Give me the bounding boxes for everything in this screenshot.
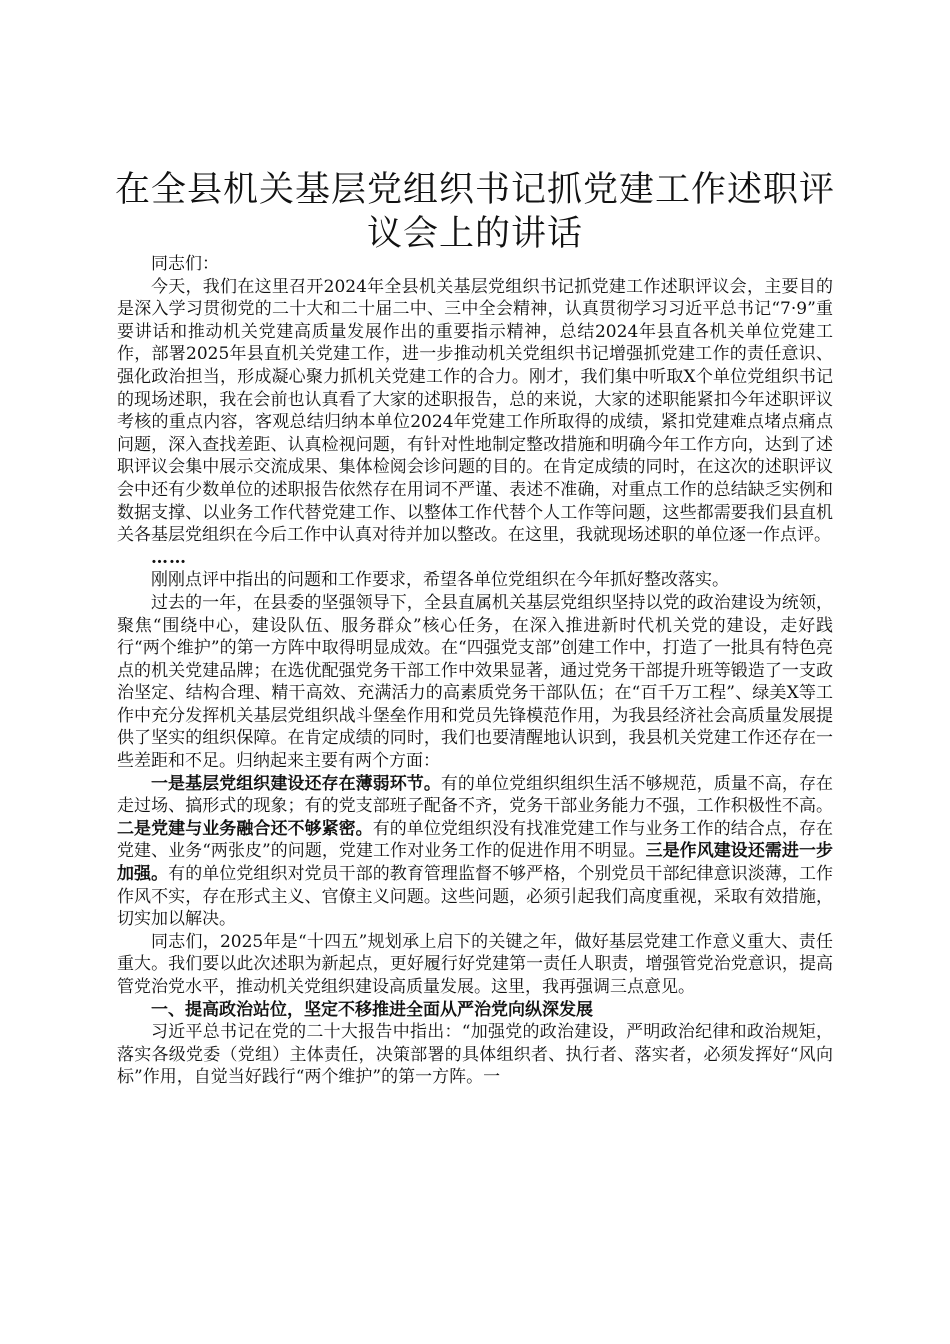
- paragraph-problems: [117, 773, 833, 931]
- problem-1-heading: 一是基层党组织建设还存在薄弱环节。: [151, 773, 441, 794]
- paragraph-2025: 同志们，2025年是“十四五”规划承上启下的关键之年，做好基层党建工作意义重大、责任重大。我们要以此次述职为新起点，更好履行好党建第一责任人职责，增强管党治党意识，提高管党治党水平，推动机关党组织建设高质量发展。这里，我再强调三点意见。: [117, 931, 833, 997]
- problem-3-heading: 三是作风建设还需进一步加强。: [117, 841, 833, 885]
- salutation: 同志们：: [151, 254, 219, 274]
- problem-2-text: 有的单位党组织没有找准党建工作与业务工作的结合点，存在党建、业务“两张皮”的问题，党建工作对业务工作的促进作用不明显。: [117, 818, 834, 862]
- paragraph-past-year: 过去的一年，在县委的坚强领导下，全县直属机关基层党组织坚持以党的政治建设为统领，聚焦“围绕中心，建设队伍、服务群众”核心任务，在深入推进新时代机关党的建设，走好践行“两个维护”的第一方阵中取得明显成效。在“四强党支部”创建工作中，打造了一批具有特色亮点的机关党建品牌；在选优配强党务干部工作中效果显著，通过党务干部提升班等锻造了一支政治坚定、结构合理、精干高效、充满活力的高素质党务干部队伍；在“百千万工程”、绿美X等工作中充分发挥机关基层党组织战斗堡垒作用和党员先锋模范作用，为我县经济社会高质量发展提供了坚实的组织保障。在肯定成绩的同时，我们也要清醒地认识到，我县机关党建工作还存在一些差距和不足。归纳起来主要有两个方面：: [117, 592, 833, 772]
- paragraph-section-1: 习近平总书记在党的二十大报告中指出：“加强党的政治建设，严明政治纪律和政治规矩，落实各级党委（党组）主体责任，决策部署的具体组织者、执行者、落实者，必须发挥好“风向标”作用，自觉当好践行“两个维护”的第一方阵。一: [117, 1022, 833, 1088]
- problem-1-text: 有的单位党组织组织生活不够规范，质量不高，存在走过场、搞形式的现象；有的党支部班子配备不齐，党务干部业务能力不强，工作积极性不高。: [117, 773, 834, 817]
- paragraph-intro: 今天，我们在这里召开2024年全县机关基层党组织书记抓党建工作述职评议会，主要目的是深入学习贯彻党的二十大和二十届二中、三中全会精神，认真贯彻学习习近平总书记“7·9”重要讲话和推动机关党建高质量发展作出的重要指示精神，总结2024年县直各机关单位党建工作，部署2025年县直机关党建工作，进一步推动机关党组织书记增强抓党建工作的责任意识、强化政治担当，形成凝心聚力抓机关党建工作的合力。刚才，我们集中听取X个单位党组织书记的现场述职，我在会前也认真看了大家的述职报告，总的来说，大家的述职能紧扣今年述职评议考核的重点内容，客观总结归纳本单位2024年党建工作所取得的成绩，紧扣党建难点堵点痛点问题，深入查找差距、认真检视问题，有针对性地制定整改措施和明确今年工作方向，达到了述职评议会集中展示交流成果、集体检阅会诊问题的目的。在肯定成绩的同时，在这次的述职评议会中还有少数单位的述职报告依然存在用词不严谨、表述不准确，对重点工作的总结缺乏实例和数据支撑、以业务工作代替党建工作、以整体工作代替个人工作等问题，这些都需要我们县直机关各基层党组织在今后工作中认真对待并加以整改。在这里，我就现场述职的单位逐一作点评。: [117, 276, 833, 546]
- section-heading-1: 一、提高政治站位，坚定不移推进全面从严治党向纵深发展: [151, 999, 593, 1020]
- problem-3-text: 有的单位党组织对党员干部的教育管理监督不够严格，个别党员干部纪律意识淡薄，工作作风不实，存在形式主义、官僚主义问题。这些问题，必须引起我们高度重视，采取有效措施，切实加以解决。: [117, 864, 834, 930]
- problem-2-heading: 二是党建与业务融合还不够紧密。: [117, 818, 373, 839]
- document-title: 在全县机关基层党组织书记抓党建工作述职评议会上的讲话: [114, 170, 835, 254]
- paragraph-rectification: 刚刚点评中指出的问题和工作要求，希望各单位党组织在今年抓好整改落实。: [151, 570, 729, 591]
- document-body: [117, 253, 833, 1089]
- ellipsis: ……: [151, 547, 187, 568]
